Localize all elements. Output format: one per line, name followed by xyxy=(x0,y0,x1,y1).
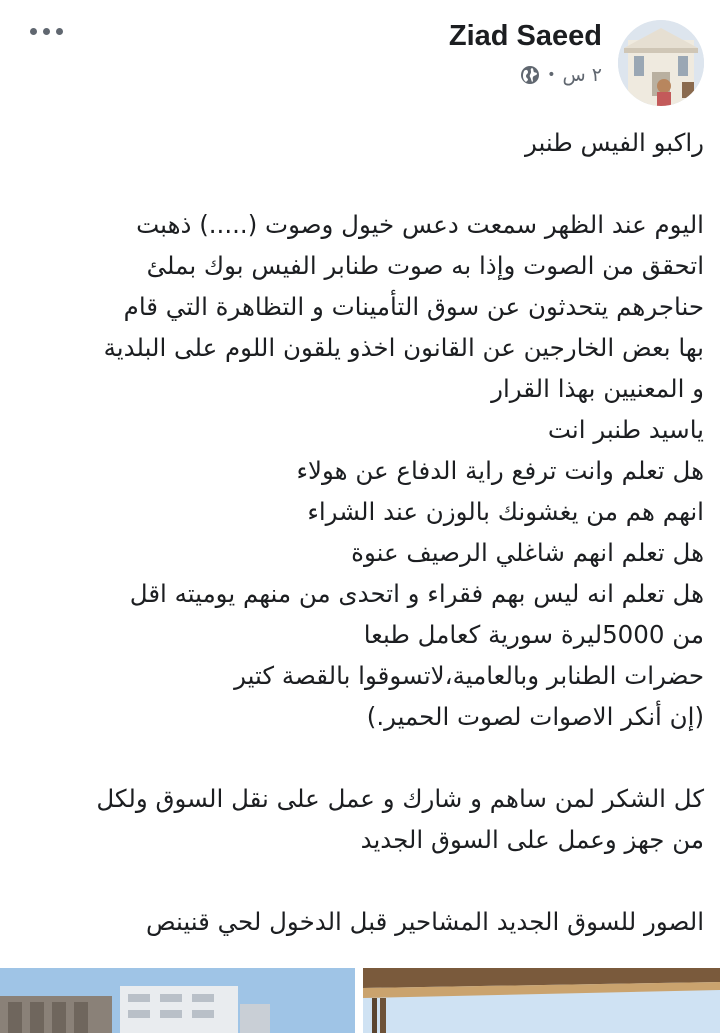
post-line: اتحقق من الصوت وإذا به صوت طنابر الفيس بوك بملئ xyxy=(146,251,704,280)
post-line: هل تعلم وانت ترفع راية الدفاع عن هولاء xyxy=(296,456,704,485)
post-line: حناجرهم يتحدثون عن سوق التأمينات و التظاهرة التي قام xyxy=(123,292,704,321)
photo-right[interactable] xyxy=(363,968,720,1033)
meta-separator: • xyxy=(547,67,556,83)
post-line: هل تعلم انه ليس بهم فقراء و اتحدى من منهم يوميته اقل xyxy=(129,579,704,608)
dot xyxy=(56,28,63,35)
post-meta xyxy=(520,64,602,86)
dot xyxy=(43,28,50,35)
post-header xyxy=(0,0,720,115)
post-line: ياسيد طنبر انت xyxy=(547,415,704,444)
globe-icon[interactable] xyxy=(520,65,540,85)
post-line: اليوم عند الظهر سمعت دعس خيول وصوت (.....) ذهبت xyxy=(136,210,704,239)
photo-strip xyxy=(0,968,720,1033)
post-line: راكبو الفيس طنبر xyxy=(524,128,704,157)
author-name[interactable]: Ziad Saeed xyxy=(448,20,602,52)
post-line: هل تعلم انهم شاغلي الرصيف عنوة xyxy=(351,538,704,567)
post-line xyxy=(14,163,704,204)
photo-left[interactable] xyxy=(0,968,355,1033)
post-line: (إن أنكر الاصوات لصوت الحمير.) xyxy=(366,702,704,731)
avatar-image xyxy=(618,20,704,106)
post-body xyxy=(14,122,704,942)
post-photos[interactable] xyxy=(0,968,720,1033)
post-line: حضرات الطنابر وبالعامية،لاتسوقوا بالقصة كتير xyxy=(234,661,704,690)
post-line xyxy=(14,860,704,901)
post-line: الصور للسوق الجديد المشاحير قبل الدخول لحي قنينص xyxy=(145,907,704,936)
post-line: بها بعض الخارجين عن القانون اخذو يلقون اللوم على البلدية xyxy=(103,333,704,362)
dot xyxy=(30,28,37,35)
post-line xyxy=(14,737,704,778)
author-avatar[interactable] xyxy=(618,20,704,106)
post-line: من 5000ليرة سورية كعامل طبعا xyxy=(363,620,704,649)
post-line: من جهز وعمل على السوق الجديد xyxy=(360,825,704,854)
post-time[interactable]: ٢ س xyxy=(562,64,602,86)
more-options-icon[interactable] xyxy=(30,28,63,35)
post-line: و المعنيين بهذا القرار xyxy=(491,374,704,403)
post-line: انهم هم من يغشونك بالوزن عند الشراء xyxy=(307,497,704,526)
post-line: كل الشكر لمن ساهم و شارك و عمل على نقل السوق ولكل xyxy=(96,784,704,813)
